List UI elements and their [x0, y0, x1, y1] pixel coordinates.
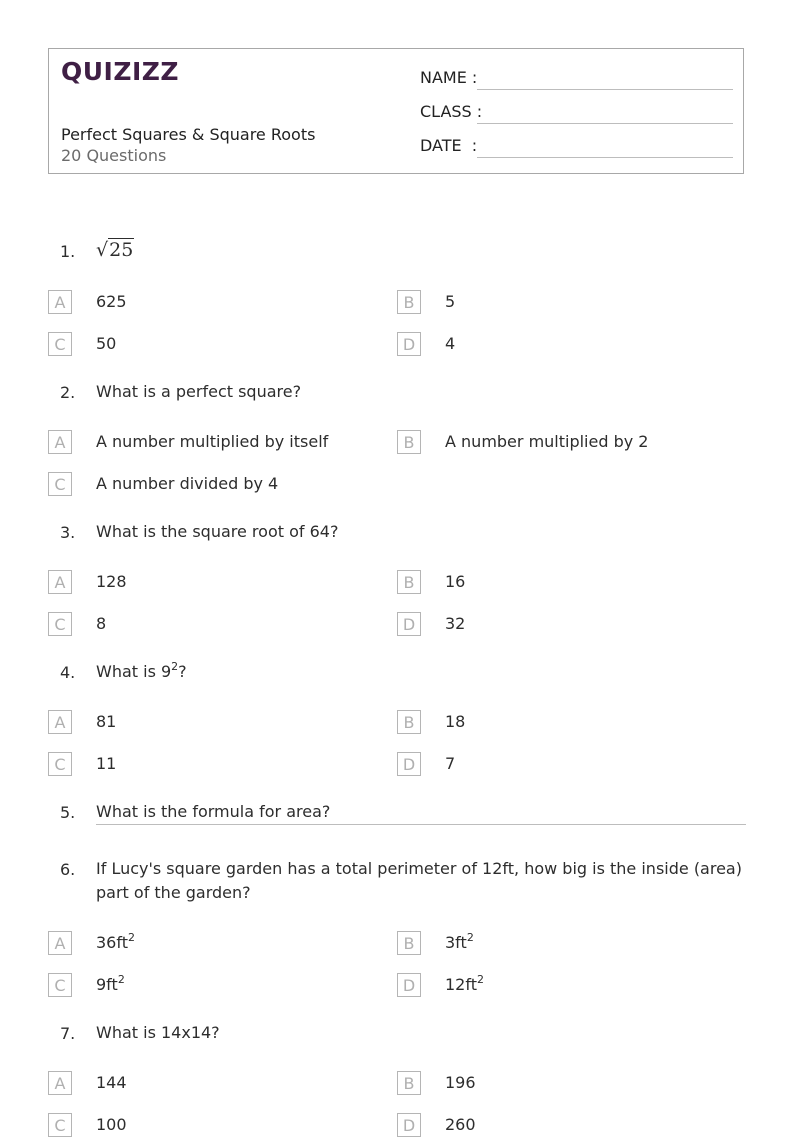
option-box[interactable]: D: [397, 332, 421, 356]
question-number: 7.: [60, 1024, 76, 1043]
option-box[interactable]: D: [397, 612, 421, 636]
option-box[interactable]: B: [397, 570, 421, 594]
question-text: What is the square root of 64?: [96, 522, 339, 541]
option-box[interactable]: A: [48, 290, 72, 314]
option-box[interactable]: C: [48, 752, 72, 776]
question-number: 2.: [60, 383, 76, 402]
exponent: 2: [117, 973, 125, 986]
question-number: 3.: [60, 523, 76, 542]
option-box[interactable]: C: [48, 472, 72, 496]
option-box[interactable]: B: [397, 290, 421, 314]
option-value: 12ft: [445, 975, 477, 994]
option-text: 11: [96, 754, 117, 773]
option-box[interactable]: A: [48, 710, 72, 734]
question-text: [96, 238, 134, 263]
worksheet-header: [48, 48, 744, 174]
question-text-base: What is 9: [96, 662, 172, 681]
question-number: 5.: [60, 803, 76, 822]
option-text: 8: [96, 614, 107, 633]
question-text-end: ?: [178, 662, 187, 681]
radical-sign-icon: √: [96, 239, 109, 261]
answer-line[interactable]: [96, 824, 746, 825]
option-box[interactable]: A: [48, 1071, 72, 1095]
option-box[interactable]: C: [48, 332, 72, 356]
class-label: CLASS :: [420, 102, 483, 121]
question-text: If Lucy's square garden has a total perimeter of 12ft, how big is the inside (area) part of the garden?: [96, 859, 742, 902]
option-text: A number multiplied by itself: [96, 432, 329, 451]
option-text: 5: [445, 292, 456, 311]
exponent: 2: [171, 660, 179, 673]
option-text: 625: [96, 292, 127, 311]
option-box[interactable]: C: [48, 1113, 72, 1137]
question-text: [96, 660, 187, 684]
option-text: 100: [96, 1115, 127, 1134]
option-value: 3ft: [445, 933, 467, 952]
option-text: 50: [96, 334, 117, 353]
option-text: 128: [96, 572, 127, 591]
question-text: What is the formula for area?: [96, 802, 331, 821]
name-line: [477, 89, 733, 90]
option-box[interactable]: D: [397, 973, 421, 997]
class-line: [477, 123, 733, 124]
exponent: 2: [466, 931, 474, 944]
option-box[interactable]: C: [48, 973, 72, 997]
question-count: 20 Questions: [61, 146, 167, 165]
question-number: 1.: [60, 242, 76, 261]
option-text: 18: [445, 712, 466, 731]
option-text: [96, 933, 135, 952]
option-text: 7: [445, 754, 456, 773]
date-label: DATE :: [420, 136, 478, 155]
option-text: 81: [96, 712, 117, 731]
option-value: 36ft: [96, 933, 128, 952]
option-box[interactable]: C: [48, 612, 72, 636]
option-box[interactable]: A: [48, 570, 72, 594]
option-text: A number divided by 4: [96, 474, 279, 493]
option-box[interactable]: B: [397, 710, 421, 734]
question-number: 6.: [60, 860, 76, 879]
option-text: A number multiplied by 2: [445, 432, 649, 451]
option-text: [96, 975, 125, 994]
date-line: [477, 157, 733, 158]
option-text: 260: [445, 1115, 476, 1134]
worksheet-title: Perfect Squares & Square Roots: [61, 125, 316, 144]
option-text: 16: [445, 572, 466, 591]
option-box[interactable]: D: [397, 1113, 421, 1137]
exponent: 2: [127, 931, 135, 944]
option-text: [445, 933, 474, 952]
name-label: NAME :: [420, 68, 478, 87]
exponent: 2: [476, 973, 484, 986]
option-box[interactable]: B: [397, 931, 421, 955]
option-text: 32: [445, 614, 466, 633]
option-text: [445, 975, 484, 994]
radicand: 25: [109, 239, 134, 261]
question-text: What is 14x14?: [96, 1023, 220, 1042]
option-value: 9ft: [96, 975, 118, 994]
option-box[interactable]: D: [397, 752, 421, 776]
option-box[interactable]: B: [397, 1071, 421, 1095]
option-text: 196: [445, 1073, 476, 1092]
option-box[interactable]: B: [397, 430, 421, 454]
question-text: What is a perfect square?: [96, 382, 302, 401]
option-text: 4: [445, 334, 456, 353]
option-box[interactable]: A: [48, 430, 72, 454]
square-root-expression: [96, 238, 134, 261]
question-number: 4.: [60, 663, 76, 682]
option-box[interactable]: A: [48, 931, 72, 955]
option-text: 144: [96, 1073, 127, 1092]
quizizz-logo: QUIZIZZ: [61, 57, 180, 86]
